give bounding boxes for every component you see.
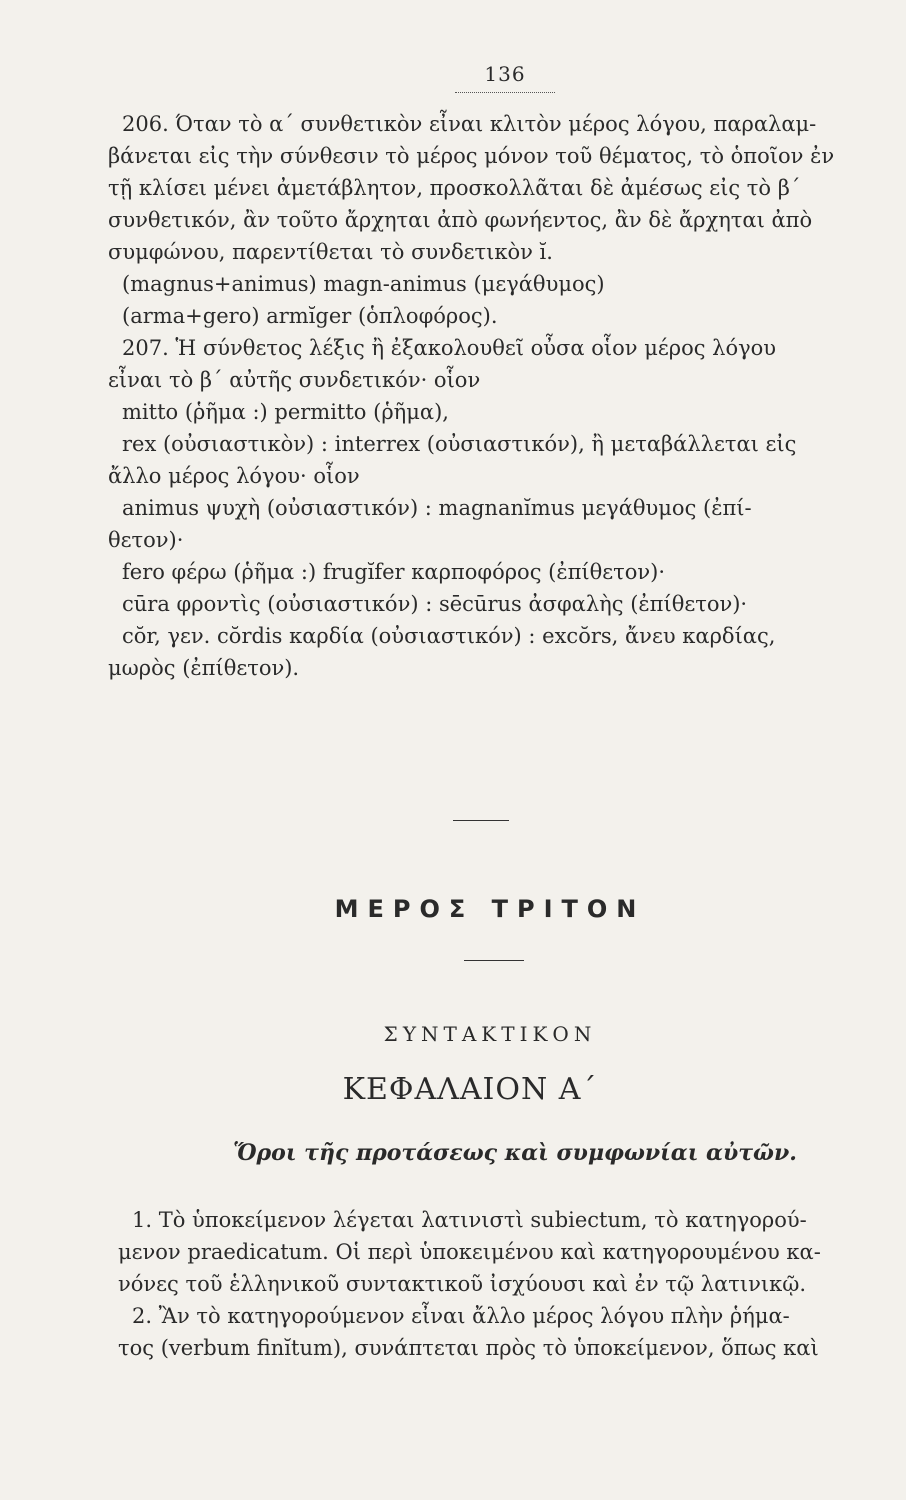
section-206-207-text: [108, 108, 878, 684]
paragraph-line: 2. Ἂν τὸ κατηγορούμενον εἶναι ἄλλο μέρος λόγου πλὴν ῥήμα-: [132, 1304, 790, 1328]
paragraph-line: νόνες τοῦ ἑλληνικοῦ συντακτικοῦ ἰσχύουσι καὶ ἐν τῷ λατινικῷ.: [118, 1272, 807, 1296]
page-number-underline: [455, 92, 555, 93]
example-line: (magnus+animus) magn-animus (μεγάθυμος): [122, 272, 605, 296]
paragraph-line: 207. Ἡ σύνθετος λέξις ἢ ἐξακολουθεῖ οὖσα οἷον μέρος λόγου: [122, 336, 777, 360]
part-title: ΜΕΡΟΣ ΤΡΙΤΟΝ: [334, 895, 646, 923]
paragraph-line: 1. Τὸ ὑποκείμενον λέγεται λατινιστὶ subiectum, τὸ κατηγορού-: [132, 1208, 807, 1232]
example-line: cŏr, γεν. cŏrdis καρδία (οὐσιαστικόν) : excŏrs, ἄνευ καρδίας,: [122, 624, 776, 648]
paragraph-line: συνθετικόν, ἂν τοῦτο ἄρχηται ἀπὸ φωνήεντος, ἂν δὲ ἄρχηται ἀπὸ: [108, 208, 813, 232]
paragraph-line: τῇ κλίσει μένει ἀμετάβλητον, προσκολλᾶται δὲ ἀμέσως εἰς τὸ β΄: [108, 176, 801, 200]
paragraph-line: μενον praedicatum. Οἱ περὶ ὑποκειμένου καὶ κατηγορουμένου κα-: [118, 1240, 821, 1264]
paragraph-line: ἄλλο μέρος λόγου· οἷον: [108, 464, 360, 488]
section-divider: [453, 820, 509, 821]
chapter-subtitle: Ὅροι τῆς προτάσεως καὶ συμφωνίαι αὐτῶν.: [233, 1140, 797, 1166]
paragraph-line: βάνεται εἰς τὴν σύνθεσιν τὸ μέρος μόνον τοῦ θέματος, τὸ ὁποῖον ἐν: [108, 144, 835, 168]
example-line: rex (οὐσιαστικὸν) : interrex (οὐσιαστικόν), ἢ μεταβάλλεται εἰς: [122, 432, 797, 456]
example-line: fero φέρω (ῥῆμα :) frugĭfer καρποφόρος (ἐπίθετον)·: [122, 560, 666, 584]
paragraph-line: μωρὸς (ἐπίθετον).: [108, 656, 300, 680]
paragraph-line: συμφώνου, παρεντίθεται τὸ συνδετικὸν ĭ.: [108, 240, 553, 264]
page-number: 136: [484, 62, 526, 86]
paragraph-line: 206. Όταν τὸ α΄ συνθετικὸν εἶναι κλιτὸν μέρος λόγου, παραλαμ-: [122, 112, 817, 136]
example-line: mitto (ῥῆμα :) permitto (ῥῆμα),: [122, 400, 449, 424]
chapter-title: ΚΕΦΑΛΑΙΟΝ Α΄: [342, 1072, 598, 1107]
section-title: ΣΥΝΤΑΚΤΙΚΟΝ: [383, 1022, 597, 1046]
paragraph-line: θετον)·: [108, 528, 184, 552]
paragraph-line: τος (verbum finĭtum), συνάπτεται πρὸς τὸ ὑποκείμενον, ὅπως καὶ: [118, 1336, 819, 1360]
example-line: cūra φροντὶς (οὐσιαστικόν) : sēcūrus ἀσφαλὴς (ἐπίθετον)·: [122, 592, 748, 616]
example-line: animus ψυχὴ (οὐσιαστικόν) : magnanĭmus μεγάθυμος (ἐπί-: [122, 496, 752, 520]
paragraph-line: εἶναι τὸ β΄ αὐτῆς συνδετικόν· οἷον: [108, 368, 481, 392]
chapter-body-text: [118, 1204, 878, 1364]
example-line: (arma+gero) armĭger (ὁπλοφόρος).: [122, 304, 498, 328]
section-divider: [464, 960, 524, 961]
